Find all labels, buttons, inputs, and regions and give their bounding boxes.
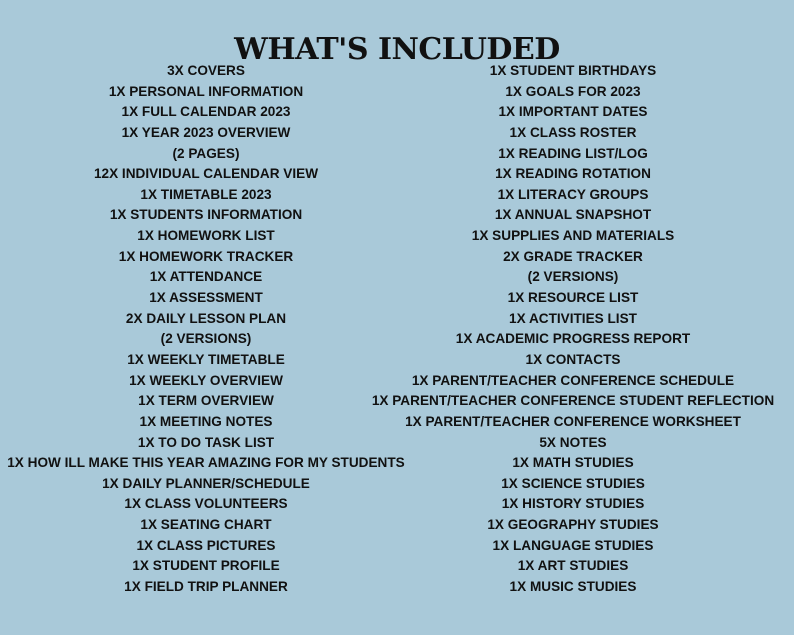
- list-item: 1X CLASS PICTURES: [136, 537, 276, 553]
- list-item: 1X TO DO TASK LIST: [137, 434, 275, 450]
- list-item: (2 VERSIONS): [160, 331, 252, 347]
- list-item: 2X GRADE TRACKER: [503, 248, 643, 264]
- list-item: 1X SEATING CHART: [140, 517, 272, 533]
- list-item: 1X HOW ILL MAKE THIS YEAR AMAZING FOR MY STUDENTS: [7, 455, 405, 471]
- list-item: 3X COVERS: [167, 63, 245, 78]
- page-title: WHAT'S INCLUDED: [234, 32, 560, 68]
- list-item: 1X ASSESSMENT: [149, 290, 263, 306]
- list-item: 1X CLASS VOLUNTEERS: [124, 496, 288, 512]
- list-item: 1X ART STUDIES: [517, 558, 629, 574]
- list-item: 1X FULL CALENDAR 2023: [121, 104, 291, 120]
- list-item: 1X MUSIC STUDIES: [509, 579, 637, 595]
- list-item: 1X ACADEMIC PROGRESS REPORT: [455, 331, 691, 347]
- list-item: 1X CLASS ROSTER: [509, 124, 637, 140]
- list-item: 1X MEETING NOTES: [139, 413, 273, 429]
- list-item: 1X PARENT/TEACHER CONFERENCE SCHEDULE: [411, 372, 735, 388]
- list-item: 1X HOMEWORK LIST: [137, 228, 275, 244]
- list-item: 1X WEEKLY TIMETABLE: [127, 351, 285, 367]
- list-item: 1X STUDENT PROFILE: [132, 558, 280, 574]
- list-item: 1X ATTENDANCE: [149, 269, 263, 285]
- list-item: 1X LANGUAGE STUDIES: [492, 537, 654, 553]
- list-item: 1X WEEKLY OVERVIEW: [129, 372, 283, 388]
- list-item: 1X GOALS FOR 2023: [505, 83, 641, 99]
- list-item: 1X SUPPLIES AND MATERIALS: [471, 228, 675, 244]
- list-item: 1X MATH STUDIES: [512, 455, 634, 471]
- list-item: (2 PAGES): [172, 145, 240, 161]
- list-item: 1X HISTORY STUDIES: [501, 496, 645, 512]
- list-item: (2 VERSIONS): [527, 269, 619, 285]
- list-item: 1X LITERACY GROUPS: [497, 186, 649, 202]
- included-list-right: [370, 61, 776, 598]
- list-item: 1X ANNUAL SNAPSHOT: [494, 207, 652, 223]
- included-list-left: [0, 61, 412, 598]
- list-item: 1X YEAR 2023 OVERVIEW: [121, 124, 291, 140]
- list-item: 1X PARENT/TEACHER CONFERENCE WORKSHEET: [405, 413, 741, 429]
- list-item: 2X DAILY LESSON PLAN: [125, 310, 287, 326]
- list-item: 1X CONTACTS: [525, 351, 621, 367]
- list-item: 1X PARENT/TEACHER CONFERENCE STUDENT REFLECTION: [371, 393, 775, 409]
- list-item: 1X PERSONAL INFORMATION: [108, 83, 304, 99]
- list-item: 1X HOMEWORK TRACKER: [118, 248, 294, 264]
- list-item: 1X TIMETABLE 2023: [140, 186, 272, 202]
- list-item: 1X DAILY PLANNER/SCHEDULE: [102, 475, 310, 491]
- list-item: 5X NOTES: [539, 434, 607, 450]
- list-item: 1X STUDENTS INFORMATION: [109, 207, 303, 223]
- list-item: 1X RESOURCE LIST: [507, 290, 639, 306]
- list-item: 1X READING LIST/LOG: [498, 145, 648, 161]
- list-item: 1X READING ROTATION: [495, 166, 651, 182]
- list-item: 1X STUDENT BIRTHDAYS: [489, 63, 657, 78]
- list-item: 12X INDIVIDUAL CALENDAR VIEW: [93, 166, 319, 182]
- list-item: 1X IMPORTANT DATES: [498, 104, 648, 120]
- list-item: 1X SCIENCE STUDIES: [501, 475, 645, 491]
- list-item: 1X ACTIVITIES LIST: [509, 310, 637, 326]
- list-item: 1X FIELD TRIP PLANNER: [124, 579, 288, 595]
- list-item: 1X TERM OVERVIEW: [138, 393, 274, 409]
- list-item: 1X GEOGRAPHY STUDIES: [487, 517, 659, 533]
